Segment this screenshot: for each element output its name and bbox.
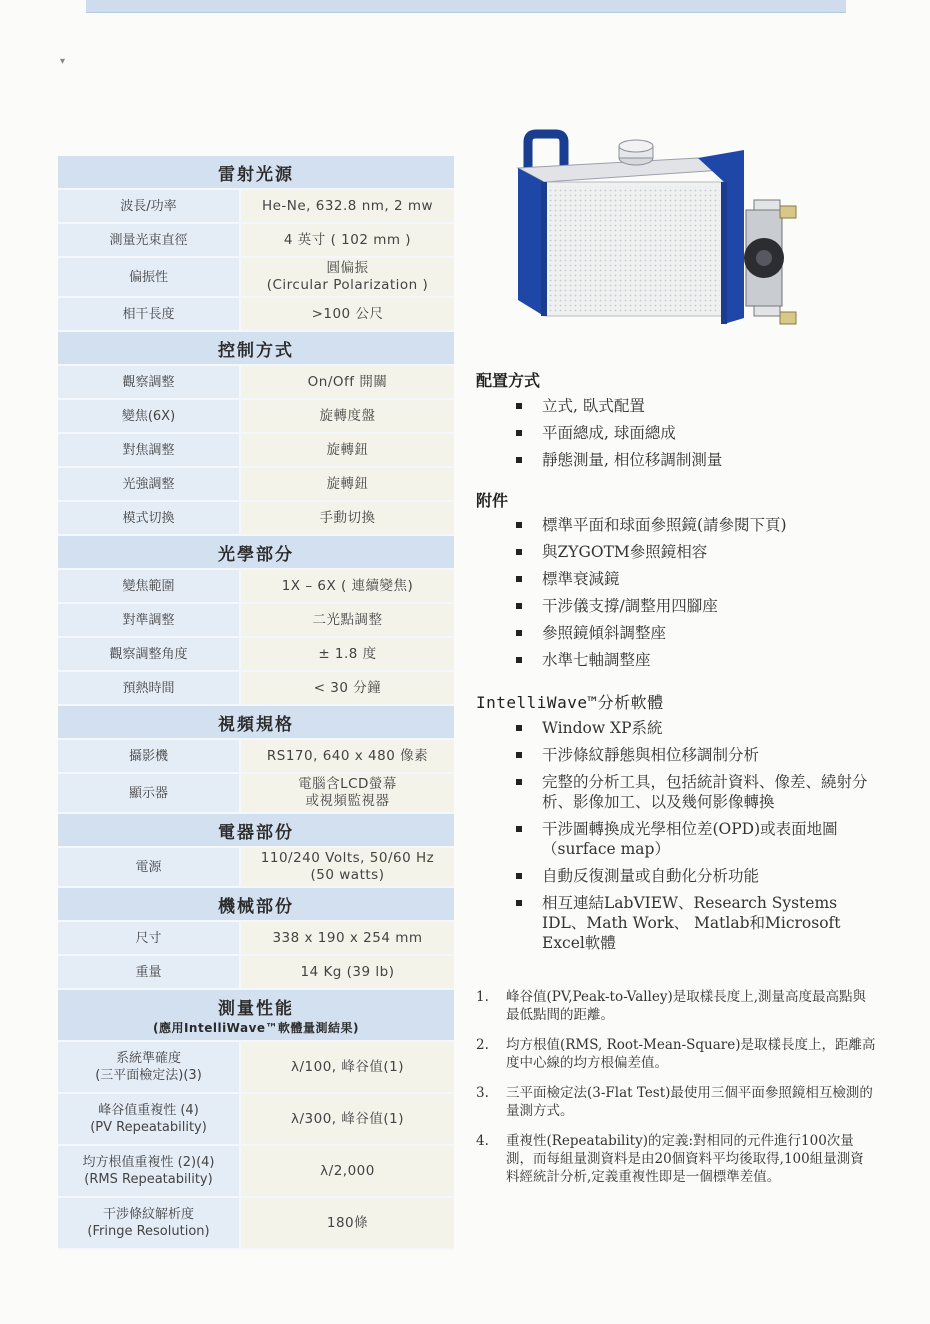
list-item: 立式, 臥式配置 [514,396,854,416]
spec-table [58,156,454,1250]
spec-key-line: 對準調整 [122,612,175,628]
spec-value-line: 電腦含LCD螢幕 [298,776,397,792]
list-item: 自動反復測量或自動化分析功能 [514,866,884,886]
section-title: 控制方式 [218,340,294,361]
spec-value-line: 二光點調整 [312,611,383,628]
section-header [58,813,454,847]
spec-key [58,955,240,989]
spec-key [58,921,240,955]
spec-value [240,365,454,399]
spec-value [240,1041,454,1093]
list-item: 參照鏡傾斜調整座 [514,623,854,643]
spec-key-line: 變焦(6X) [121,408,176,424]
spec-row [58,569,454,603]
spec-key-line: 偏振性 [128,269,168,285]
spec-value-line: λ/100, 峰谷值(1) [290,1058,404,1075]
spec-value-line: 110/240 Volts, 50/60 Hz [260,850,435,866]
spec-key [58,501,240,535]
interferometer-device-image [508,128,798,338]
spec-value [240,257,454,297]
spec-value [240,1197,454,1249]
section-subtitle: (應用IntelliWave™軟體量測結果) [152,1021,360,1035]
spec-key [58,223,240,257]
spec-key [58,1197,240,1249]
spec-key-line: 相干長度 [122,306,175,322]
list-item: 完整的分析工具，包括統計資料、像差、繞射分析、影像加工、以及幾何影像轉換 [514,772,884,812]
spec-key-line: 波長/功率 [120,198,177,214]
spec-value [240,847,454,887]
list-item: 標準平面和球面參照鏡(請參閱下頁) [514,515,854,535]
config-list [514,396,854,477]
spec-key-line: 觀察調整角度 [109,646,188,662]
footnote [476,1084,876,1120]
spec-row [58,257,454,297]
spec-key-line: (RMS Repeatability) [84,1172,213,1187]
spec-key [58,1041,240,1093]
spec-row [58,1197,454,1249]
spec-value-line: ± 1.8 度 [318,645,377,662]
section-header [58,989,454,1041]
spec-value-line: >100 公尺 [311,305,384,322]
footnote-number: 3. [476,1085,489,1101]
spec-row [58,921,454,955]
spec-value [240,569,454,603]
spec-key [58,637,240,671]
spec-value [240,1145,454,1197]
spec-row [58,955,454,989]
footnote [476,1036,876,1072]
spec-row [58,739,454,773]
spec-row [58,773,454,813]
spec-key-line: 系統準確度 [115,1051,181,1066]
section-header [58,331,454,365]
list-item: 水準七軸調整座 [514,650,854,670]
spec-key-line: 尺寸 [135,930,162,946]
spec-key-line: (Fringe Resolution) [87,1224,210,1239]
spec-key [58,257,240,297]
footnote-text: 重複性(Repeatability)的定義:對相同的元件進行100次量測，而每組量測資料是由20個資料平均後取得,100組量測資料經統計分析,定義重複性即是一個標準差值。 [506,1133,864,1185]
spec-value-line: 旋轉鈕 [326,475,369,492]
spec-value-line: λ/300, 峰谷值(1) [290,1110,404,1127]
spec-key-line: 攝影機 [128,748,168,764]
spec-value [240,1093,454,1145]
spec-value [240,637,454,671]
spec-key-line: 電源 [135,859,162,875]
spec-key-line: (PV Repeatability) [90,1120,207,1135]
spec-key-line: 測量光束直徑 [109,232,188,248]
spec-value [240,223,454,257]
spec-key-line: 干涉條紋解析度 [102,1207,194,1222]
spec-value [240,921,454,955]
list-item: 干涉條紋靜態與相位移調制分析 [514,745,884,765]
spec-value-line: (Circular Polarization ) [266,277,429,293]
spec-key [58,739,240,773]
spec-key-line: 均方根值重複性 (2)(4) [82,1155,215,1170]
footnote-number: 1. [476,989,489,1005]
section-title: 電器部份 [218,822,294,843]
spec-value [240,189,454,223]
section-title: 測量性能 [218,999,294,1019]
accessories-list [514,515,854,677]
config-title: 配置方式 [476,371,541,390]
spec-row [58,1041,454,1093]
section-header [58,887,454,921]
spec-value-line: He-Ne, 632.8 nm, 2 mw [261,197,434,214]
spec-row [58,399,454,433]
section-title: 視頻規格 [218,714,294,735]
spec-key [58,467,240,501]
spec-key [58,603,240,637]
spec-key [58,189,240,223]
spec-key [58,297,240,331]
footnote-number: 4. [476,1133,489,1149]
footnote [476,1132,876,1186]
list-item: 相互連結LabVIEW、Research Systems IDL、Math Work、 Matlab和Microsoft Excel軟體 [514,893,884,953]
spec-key [58,433,240,467]
spec-key-line: 峰谷值重複性 (4) [98,1103,199,1118]
section-title: 光學部分 [218,544,294,565]
spec-value-line: 14 Kg (39 lb) [300,963,395,980]
spec-value-line: 手動切換 [319,509,376,526]
spec-value-line: 圓偏振 [326,260,369,276]
software-list [514,718,884,960]
spec-value [240,603,454,637]
spec-value-line: 4 英寸 ( 102 mm ) [283,231,412,248]
scan-speck: ▾ [60,56,66,67]
spec-value-line: 旋轉鈕 [326,441,369,458]
section-header [58,156,454,189]
top-color-band [86,0,846,13]
spec-value-line: 或視頻監視器 [305,793,390,809]
spec-value-line: 338 x 190 x 254 mm [272,929,423,946]
list-item: 平面總成, 球面總成 [514,423,854,443]
footnote-text: 三平面檢定法(3-Flat Test)最使用三個平面參照鏡相互檢測的量測方式。 [506,1085,873,1119]
spec-value [240,739,454,773]
spec-value [240,433,454,467]
spec-row [58,223,454,257]
spec-value-line: 旋轉度盤 [319,407,376,424]
spec-row [58,637,454,671]
spec-key [58,773,240,813]
spec-value [240,773,454,813]
spec-row [58,847,454,887]
spec-value [240,399,454,433]
spec-row [58,189,454,223]
spec-key [58,671,240,705]
section-header [58,535,454,569]
spec-key-line: 光強調整 [122,476,175,492]
spec-row [58,1093,454,1145]
spec-key-line: (三平面檢定法)(3) [95,1068,202,1083]
spec-value [240,467,454,501]
spec-key [58,847,240,887]
footnote-text: 均方根值(RMS, Root-Mean-Square)是取樣長度上，距離高度中心線的均方根偏差值。 [506,1037,876,1071]
list-item: 與ZYGOTM參照鏡相容 [514,542,854,562]
spec-key [58,1145,240,1197]
spec-value-line: 180條 [326,1214,369,1231]
spec-key-line: 模式切換 [122,510,175,526]
spec-row [58,433,454,467]
spec-value-line: On/Off 開關 [307,373,388,390]
spec-row [58,297,454,331]
spec-value-line: λ/2,000 [320,1162,375,1179]
spec-value-line: RS170, 640 x 480 像素 [266,747,429,764]
spec-value [240,955,454,989]
section-title: 雷射光源 [218,164,294,185]
footnote [476,988,876,1024]
footnote-text: 峰谷值(PV,Peak-to-Valley)是取樣長度上,測量高度最高點與最低點間的距離。 [506,989,867,1023]
section-header [58,705,454,739]
spec-value-line: (50 watts) [310,867,385,883]
spec-key [58,365,240,399]
spec-key-line: 對焦調整 [122,442,175,458]
spec-key [58,1093,240,1145]
spec-key-line: 重量 [135,964,162,980]
spec-row [58,365,454,399]
spec-value-line: 1X – 6X ( 連續變焦) [281,577,414,594]
list-item: Window XP系統 [514,718,884,738]
spec-key-line: 變焦範圍 [122,578,175,594]
spec-key-line: 觀察調整 [122,374,175,390]
spec-value [240,501,454,535]
spec-row [58,501,454,535]
footnotes-list [476,988,876,1198]
spec-key [58,399,240,433]
spec-row [58,1145,454,1197]
spec-value [240,671,454,705]
software-title: IntelliWave™分析軟體 [476,693,664,712]
list-item: 干涉圖轉換成光學相位差(OPD)或表面地圖（surface map） [514,819,884,859]
spec-value [240,297,454,331]
spec-row [58,603,454,637]
list-item: 靜態測量, 相位移調制測量 [514,450,854,470]
spec-value-line: < 30 分鐘 [313,679,382,696]
list-item: 干涉儀支撐/調整用四腳座 [514,596,854,616]
footnote-number: 2. [476,1037,489,1053]
list-item: 標準衰減鏡 [514,569,854,589]
spec-key-line: 顯示器 [128,785,168,801]
spec-row [58,671,454,705]
spec-key-line: 預熱時間 [122,680,175,696]
spec-key [58,569,240,603]
accessories-title: 附件 [476,491,509,510]
spec-row [58,467,454,501]
section-title: 機械部份 [218,896,294,917]
